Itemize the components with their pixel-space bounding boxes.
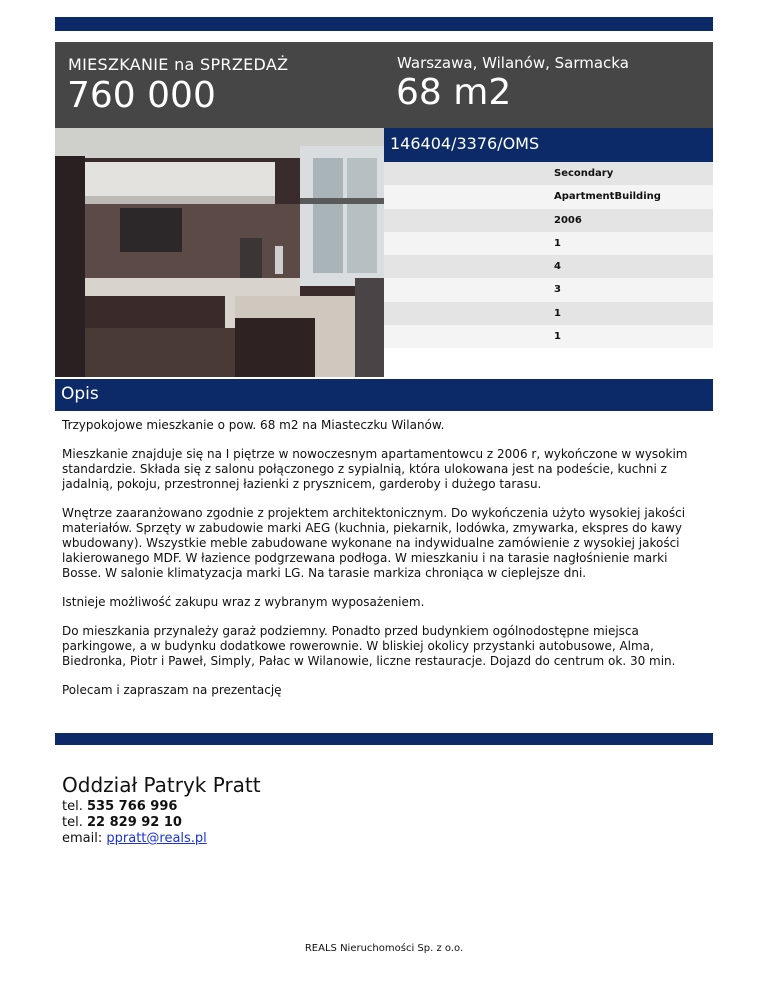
description-paragraph: Trzypokojowe mieszkanie o pow. 68 m2 na Miasteczku Wilanów. [62, 418, 445, 432]
property-value: 3 [554, 284, 561, 296]
property-row [384, 255, 713, 278]
phone-line [62, 799, 261, 815]
description-paragraph: Wnętrze zaaranżowano zgodnie z projektem architektonicznym. Do wykończenia użyto wysokiej jakości materiałów. Sprzęty w zabudowie marki AEG (kuchnia, piekarnik, lodówka, zmywarka, ekspres do kawy wbudowany). Wszystkie meble zabudowane wykonane na indywidualne zamówienie z wysokiej jakości lakierowanego MDF. W łazience podgrzewana podłoga. W mieszkaniu i na tarasie nagłośnienie marki Bosse. W salonie klimatyzacja marki LG. Na tarasie markiza chroniąca w cieplejsze dni. [62, 506, 686, 580]
bottom-decorative-bar [55, 733, 713, 745]
top-decorative-bar [55, 17, 713, 31]
listing-id-bar [384, 128, 713, 162]
description-heading-bar [55, 379, 713, 411]
tel-label: tel. [62, 799, 83, 814]
property-value: 1 [554, 237, 561, 249]
listing-location: Warszawa, Wilanów, Sarmacka [397, 54, 629, 72]
email-link[interactable]: ppratt@reals.pl [106, 831, 207, 846]
email-line [62, 831, 261, 847]
description-paragraph: Do mieszkania przynależy garaż podziemny. Ponadto przed budynkiem ogólnodostępne miejsca parkingowe, a w budynku dodatkowe rowerownie. W bliskiej okolicy przystanki autobusowe, Alma, Biedronka, Piotr i Paweł, Simply, Pałac w Wilanowie, liczne restauracje. Dojazd do centrum ok. 30 min. [62, 624, 676, 668]
contact-block [62, 773, 261, 847]
description-paragraph: Polecam i zapraszam na prezentację [62, 683, 282, 697]
property-row [384, 232, 713, 255]
email-label: email: [62, 831, 103, 846]
listing-price: 760 000 [67, 75, 216, 116]
listing-area: 68 m2 [396, 72, 512, 113]
property-row [384, 278, 713, 301]
property-value: 1 [554, 331, 561, 343]
property-value: 1 [554, 307, 561, 319]
phone-line [62, 815, 261, 831]
property-value: 4 [554, 261, 561, 273]
description-heading: Opis [61, 384, 99, 404]
property-value: 2006 [554, 214, 582, 226]
property-row [384, 302, 713, 325]
listing-type: MIESZKANIE na SPRZEDAŻ [68, 55, 289, 74]
description-paragraph: Istnieje możliwość zakupu wraz z wybranym wyposażeniem. [62, 595, 425, 609]
property-list [384, 162, 713, 348]
property-value: ApartmentBuilding [554, 191, 661, 203]
description-paragraph: Mieszkanie znajduje się na I piętrze w nowoczesnym apartamentowcu z 2006 r, wykończone w wysokim standardzie. Składa się z salonu połączonego z sypialnią, która ulokowana jest na podeście, kuchni z jadalnią, pokoju, przestronnej łazienki z prysznicem, garderoby i dużego tarasu. [62, 447, 688, 491]
listing-id: 146404/3376/OMS [390, 134, 540, 153]
tel-label: tel. [62, 815, 83, 830]
property-row [384, 325, 713, 348]
kitchen-photo [55, 128, 384, 377]
description-body [62, 418, 710, 712]
property-row [384, 185, 713, 208]
phone-number: 22 829 92 10 [86, 815, 182, 830]
property-row [384, 162, 713, 185]
footer-company: REALS Nieruchomości Sp. z o.o. [304, 943, 464, 954]
phone-number: 535 766 996 [86, 799, 178, 814]
property-row [384, 209, 713, 232]
listing-header [55, 42, 713, 128]
office-title: Oddział Patryk Pratt [62, 773, 261, 797]
property-value: Secondary [554, 168, 614, 179]
